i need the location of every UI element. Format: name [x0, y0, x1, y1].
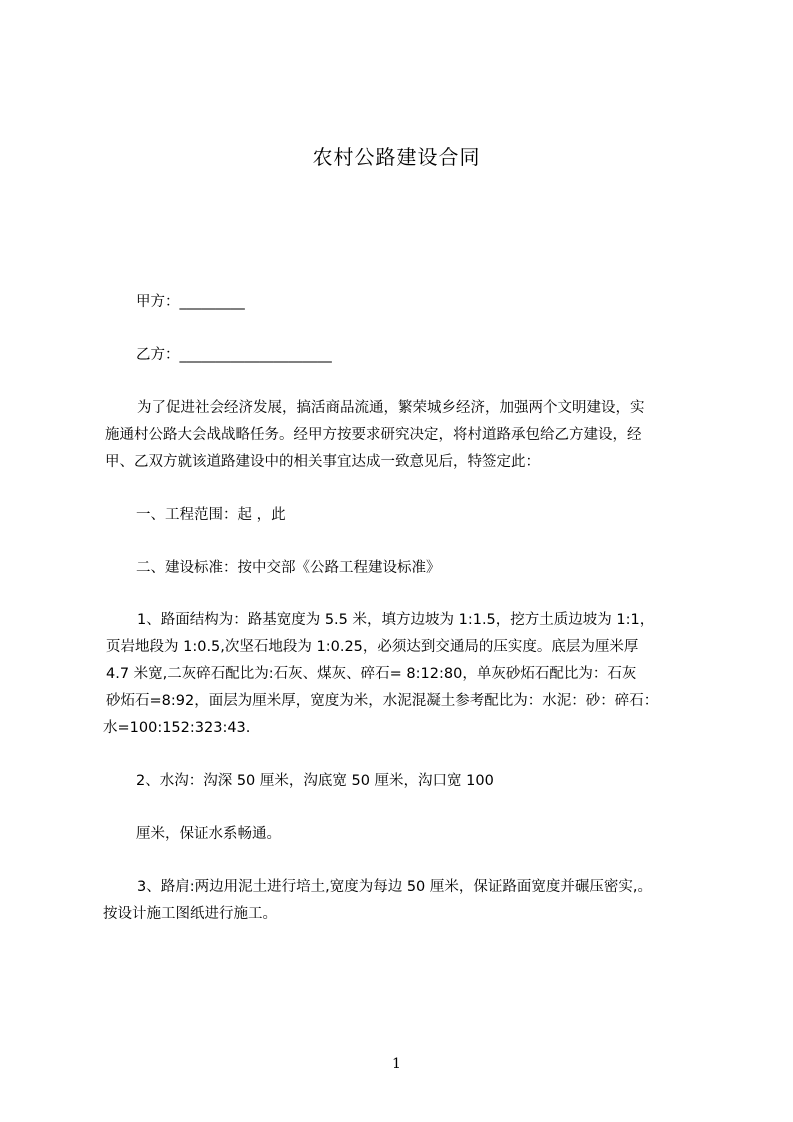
- section-standard: 二、建设标准：按中交部《公路工程建设标准》: [136, 560, 441, 576]
- page-number: 1: [392, 1056, 401, 1072]
- party-a-line: 甲方：_________: [136, 294, 245, 310]
- item1-line-4: 砂炻石=8:92，面层为厘米厚，宽度为米，水泥混凝土参考配比为：水泥：砂：碎石：: [106, 693, 659, 709]
- intro-line-1: 为了促进社会经济发展，搞活商品流通，繁荣城乡经济，加强两个文明建设，实: [137, 400, 645, 416]
- item1-line-3: 4.7 米宽,二灰碎石配比为:石灰、煤灰、碎石= 8:12:80，单灰砂炻石配比为：石灰: [106, 666, 637, 682]
- section-scope: 一、工程范围：起 ，此: [136, 507, 286, 523]
- item3-line-2: 按设计施工图纸进行施工。: [103, 906, 277, 922]
- document-title: 农村公路建设合同: [312, 145, 481, 169]
- intro-line-3: 甲、乙双方就该道路建设中的相关事宜达成一致意见后，特签定此：: [105, 454, 540, 470]
- item2-line-2: 厘米，保证水系畅通。: [136, 826, 281, 842]
- item2-line-1: 2、水沟：沟深 50 厘米，沟底宽 50 厘米，沟口宽 100: [136, 773, 494, 789]
- intro-line-2: 施通村公路大会战战略任务。经甲方按要求研究决定，将村道路承包给乙方建设，经: [105, 427, 642, 443]
- item1-line-2: 页岩地段为 1:0.5,次坚石地段为 1:0.25，必须达到交通局的压实度。底层为厘米厚: [106, 639, 639, 655]
- item1-line-5: 水=100:152:323:43.: [103, 720, 251, 736]
- item3-line-1: 3、路肩:两边用泥土进行培土,宽度为每边 50 厘米，保证路面宽度并碾压密实,。: [137, 879, 652, 895]
- item1-line-1: 1、路面结构为：路基宽度为 5.5 米，填方边坡为 1:1.5，挖方土质边坡为 1:1，: [137, 612, 655, 628]
- party-b-line: 乙方：_____________________: [136, 347, 332, 363]
